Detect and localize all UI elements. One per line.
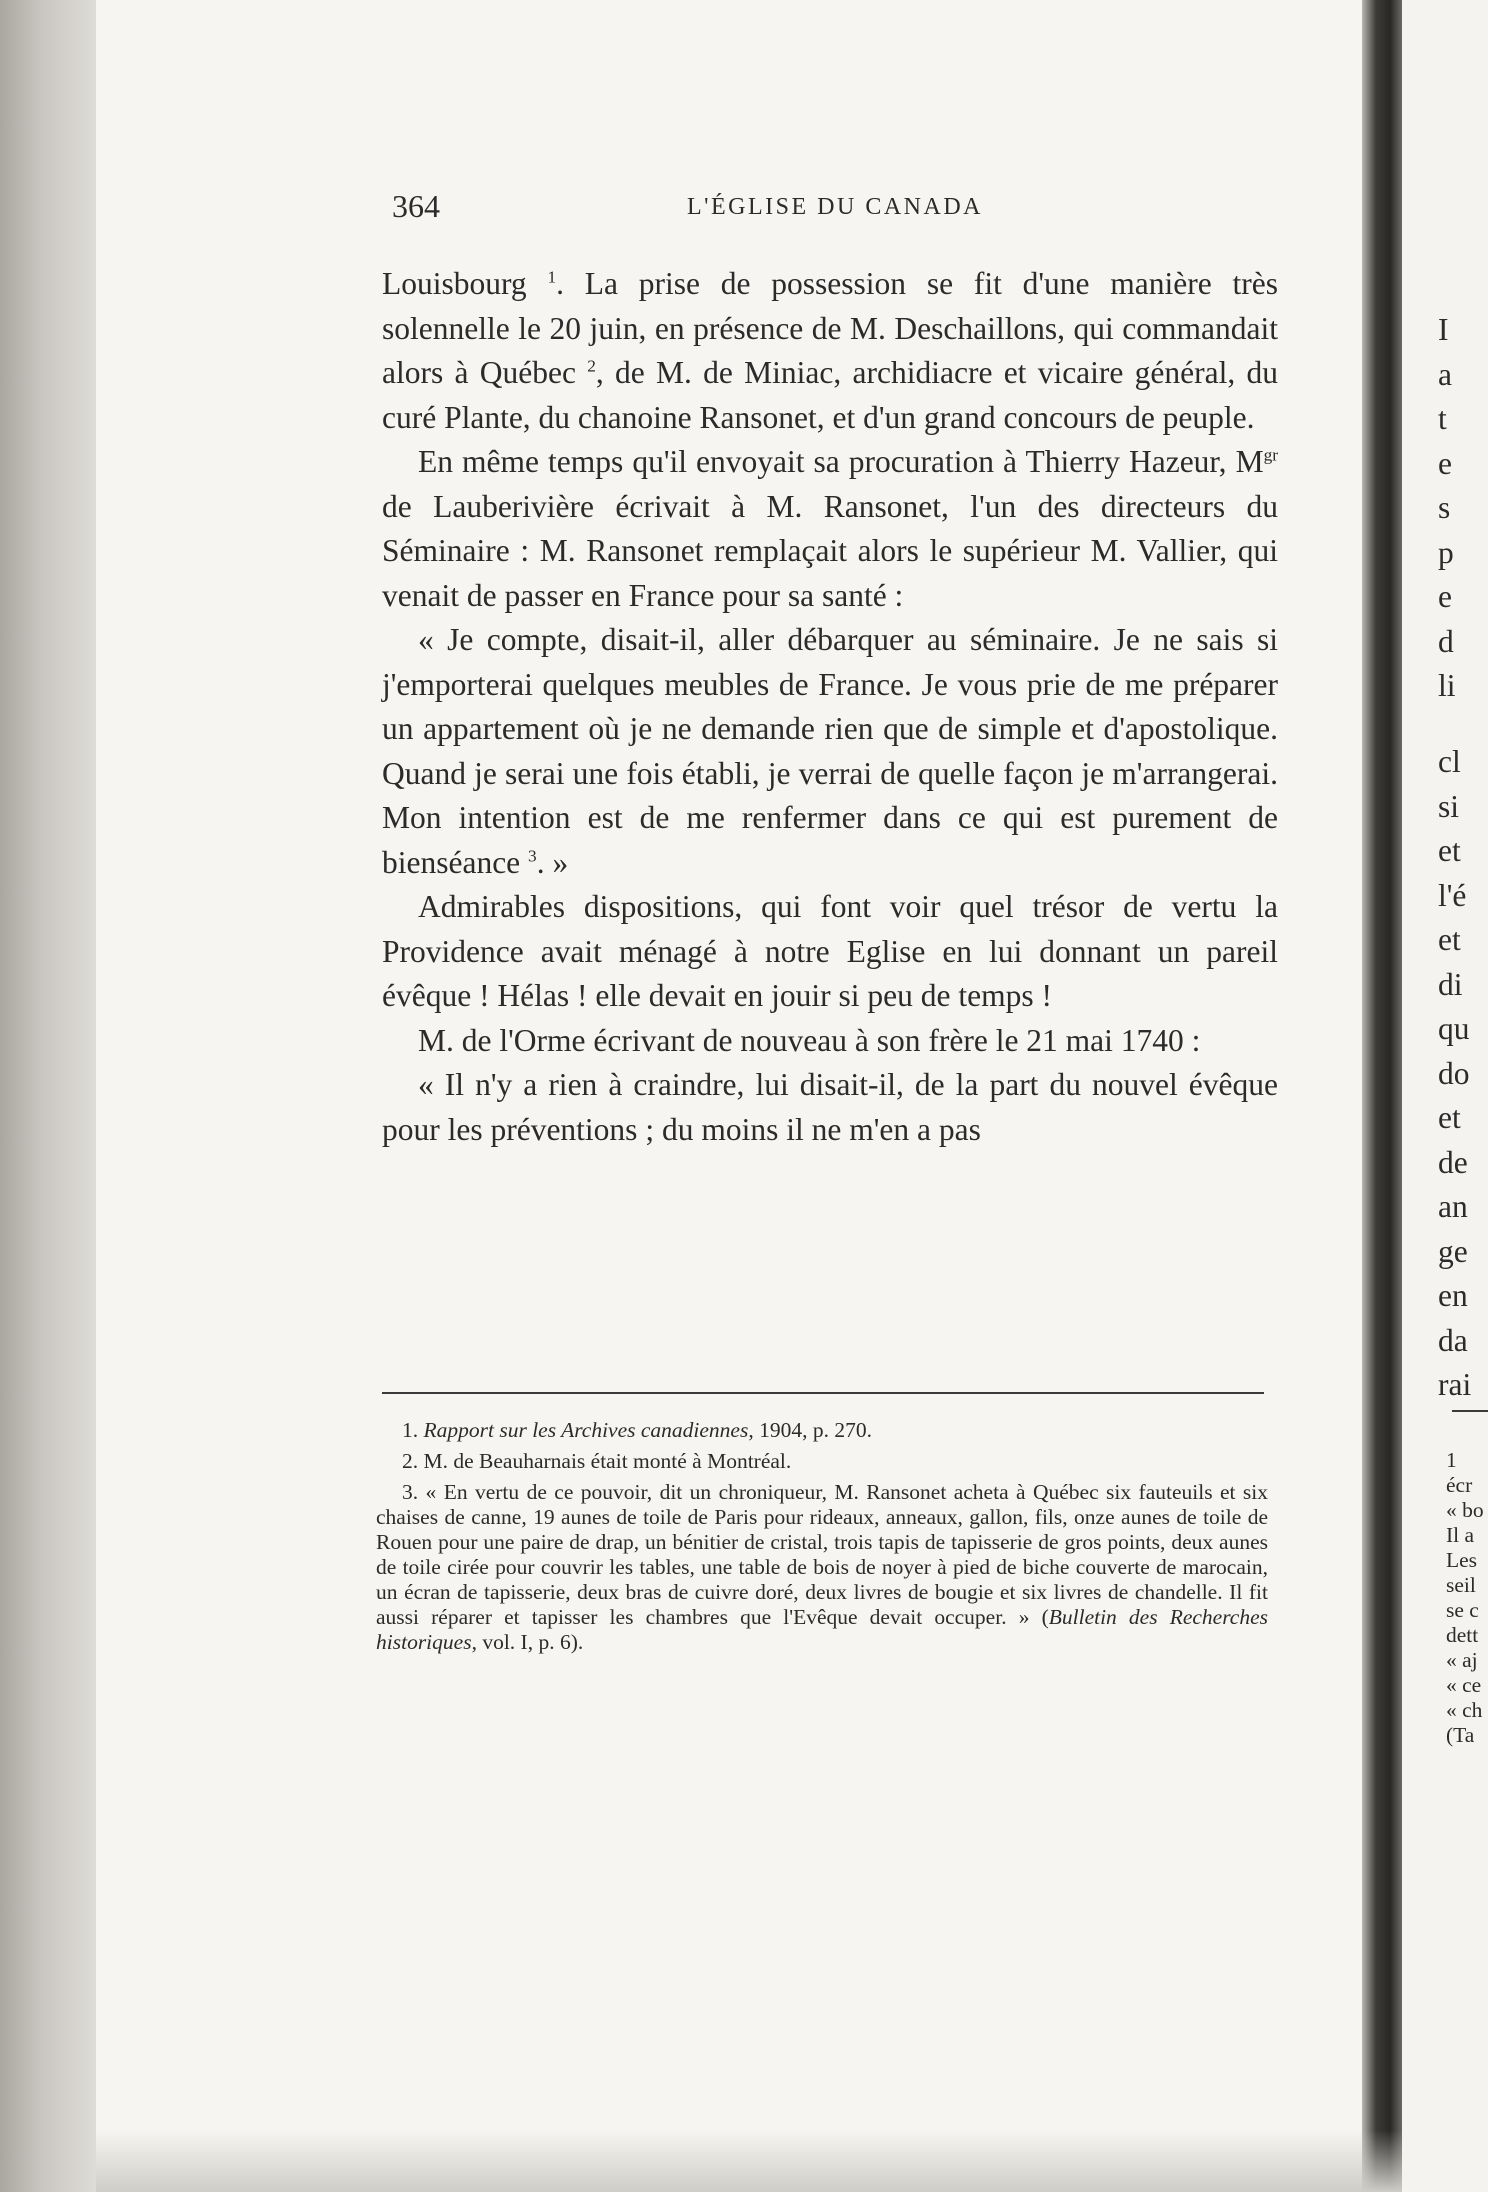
footnote-ref: 2: [587, 356, 596, 376]
next-page-edge: [1402, 0, 1488, 2192]
book-gutter: [1362, 0, 1402, 2192]
running-head: [392, 188, 1278, 230]
left-book-edge: [0, 0, 96, 2192]
next-page-footnotes: 1 écr « bo Il a Les seil se c dett « aj « ce « ch (Ta: [1446, 1448, 1484, 1747]
footnote-1: [376, 1418, 1268, 1443]
running-title: L'ÉGLISE DU CANADA: [687, 194, 983, 220]
footnote-number: 1.: [402, 1418, 424, 1442]
quotation-paragraph: [382, 618, 1278, 885]
text-run: , de M. de Miniac, archidiacre et vicaire général, du curé Plante, du chanoine Ransonet, et d'un grand concours de peuple.: [382, 355, 1278, 435]
text-run: . »: [536, 844, 569, 880]
text-run: Louisbourg: [382, 266, 548, 301]
footnote-text: , 1904, p. 270.: [748, 1418, 872, 1442]
quotation-paragraph: « Il n'y a rien à craindre, lui disait-il, de la part du nouvel évêque pour les préventions ; du moins il ne m'en a pas: [382, 1067, 1278, 1147]
body-text: [382, 262, 1278, 1152]
text-run: « Je compte, disait-il, aller débarquer au séminaire. Je ne sais si j'emporterai quelques meubles de France. Je vous prie de me préparer un appartement où je ne demande rien que de simple et d'apostolique. Quand je serai une fois établi, je verrai de quelle façon je m'arrangerai. Mon intention est de me renfermer dans ce qui est purement de bienséance: [382, 622, 1278, 880]
footnote-ref: 3: [528, 846, 537, 865]
text-run: de Lauberivière écrivait à M. Ransonet, l'un des directeurs du Séminaire : M. Ransonet remplaçait alors le supérieur M. Vallier, qui venait de passer en France pour sa santé :: [382, 488, 1278, 613]
honorific-superscript: gr: [1263, 445, 1278, 465]
footnote-rule: [382, 1392, 1264, 1394]
footnote-text: , vol. I, p. 6).: [471, 1630, 584, 1654]
paragraph: M. de l'Orme écrivant de nouveau à son frère le 21 mai 1740 :: [418, 1022, 1201, 1058]
paragraph: [382, 262, 1278, 440]
footnote-ref: 1: [547, 267, 557, 287]
footnotes: [376, 1418, 1268, 1661]
next-page-text-top: I a t e s p e d li: [1438, 312, 1456, 703]
paragraph: Admirables dispositions, qui font voir quel trésor de vertu la Providence avait ménagé à notre Eglise en lui donnant un pareil évêque ! Hélas ! elle devait en jouir si peu de temps !: [382, 889, 1278, 1013]
page-number: 364: [392, 188, 440, 224]
next-page-footnote-rule: [1452, 1410, 1488, 1412]
footnote-title: Bulletin des Recherches historiques: [376, 1605, 1268, 1654]
text-run: . La prise de possession se fit d'une manière très solennelle le 20 juin, en présence de M. Deschaillons, qui commandait alors à Québec: [382, 266, 1278, 390]
paragraph: [382, 440, 1278, 618]
next-page-text-bottom: cl si et l'é et di qu do et de an ge en da rai: [1438, 744, 1472, 1402]
bottom-shadow: [96, 2130, 1402, 2192]
footnote-text: 3. « En vertu de ce pouvoir, dit un chroniqueur, M. Ransonet acheta à Québec six fauteuils et six chaises de canne, 19 aunes de toile de Paris pour rideaux, anneaux, gallon, fils, onze aunes de toile de Rouen pour une paire de drap, un bénitier de cristal, trois tapis de tapisserie de gros points, deux aunes de toile cirée pour couvrir les tables, une table de bois de noyer à pied de biche couverte de marocain, un écran de tapisserie, deux bras de cuivre doré, deux livres de bougie et six livres de chandelle. Il fit aussi réparer et tapisser les chambres que l'Evêque devait occuper. » (: [376, 1480, 1268, 1629]
footnote-2: 2. M. de Beauharnais était monté à Montréal.: [402, 1449, 792, 1473]
text-run: En même temps qu'il envoyait sa procuration à Thierry Hazeur, M: [418, 444, 1264, 479]
footnote-title: Rapport sur les Archives canadiennes: [423, 1418, 749, 1442]
footnote-3: [376, 1480, 1268, 1655]
